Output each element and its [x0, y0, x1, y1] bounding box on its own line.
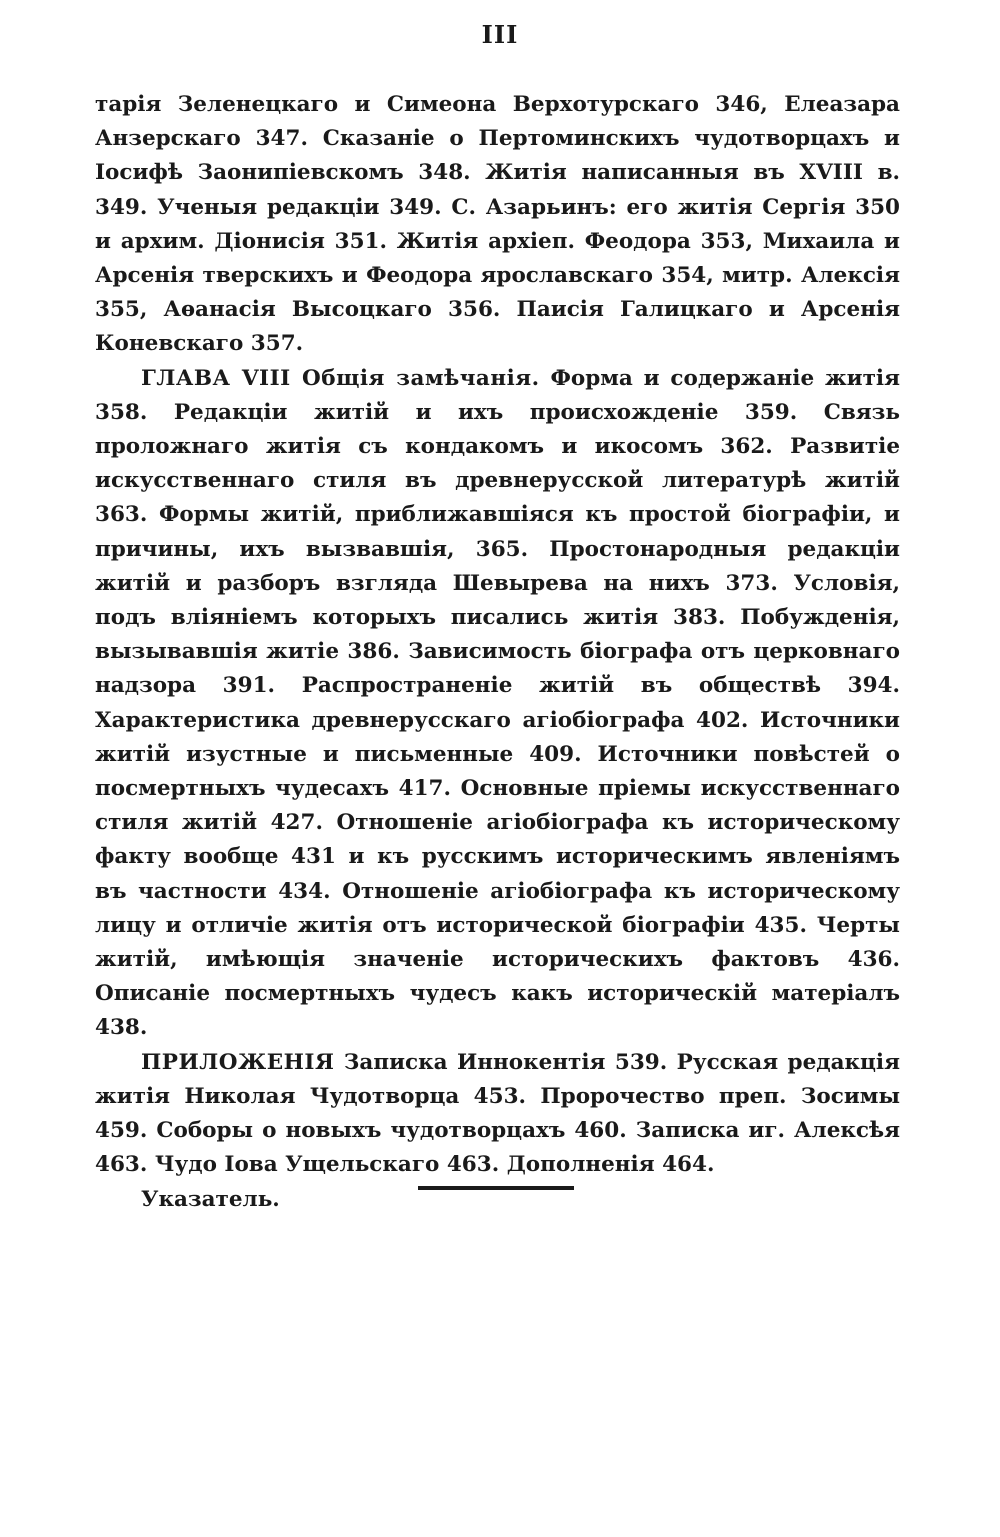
paragraph-continuation — [95, 88, 900, 362]
paragraph-text: Форма и содержаніе житія 358. Редакціи житій и ихъ происхожденіе 359. Связь проложнаго житія съ кондакомъ и икосомъ 362. Развитіе искусственнаго стиля въ древнерусской литературѣ житій 363. Формы житій, приближавшіяся къ простой біографіи, и причины, ихъ вызвавшія, 365. Простонародныя редакціи житій и разборъ взгляда Шевырева на нихъ 373. Условія, подъ вліяніемъ которыхъ писались житія 383. Побужденія, вызывавшія житіе 386. Зависимость біографа отъ церковнаго надзора 391. Распространеніе житій въ обществѣ 394. Характеристика древнерусскаго агіобіографа 402. Источники житій изустные и письменные 409. Источники повѣстей о посмертныхъ чудесахъ 417. Основные пріемы искусственнаго стиля житій 427. Отношеніе агіобіографа къ историческому факту вообще 431 и къ русскимъ историческимъ явленіямъ въ частности 434. Отношеніе агіобіографа къ историческому лицу и отличіе житія отъ исторической біографіи 435. Черты житій, имѣющія значеніе историческихъ фактовъ 436. Описаніе посмертныхъ чудесъ какъ историческій матеріалъ 438. — [95, 365, 900, 1041]
paragraph-text: Записка Иннокентія 539. Русская редакція житія Николая Чудотворца 453. Пророчество преп. Зосимы 459. Соборы о новыхъ чудотворцахъ 460. Записка иг. Алексѣя 463. Чудо Іова Ущельскаго 463. Дополненія 464. — [95, 1049, 900, 1178]
paragraph-text: тарія Зеленецкаго и Симеона Верхотурскаго 346, Елеазара Анзерскаго 347. Сказаніе о Пертоминскихъ чудотворцахъ и Іосифѣ Заонипіевскомъ 348. Житія написанныя въ XVIII в. 349. Ученыя редакціи 349. С. Азарьинъ: его житія Сергія 350 и архим. Діонисія 351. Житія архіеп. Феодора 353, Михаила и Арсенія тверскихъ и Феодора ярославскаго 354, митр. Алексія 355, Аѳанасія Высоцкаго 356. Паисія Галицкаго и Арсенія Коневскаго 357. — [95, 92, 900, 357]
paragraph-chapter-viii — [95, 362, 900, 1046]
table-of-contents-text — [95, 88, 900, 1217]
chapter-heading: ГЛАВА VIII Общія замѣчанія. — [141, 365, 540, 391]
appendices-heading: ПРИЛОЖЕНІЯ — [141, 1049, 335, 1075]
end-divider-rule — [418, 1186, 574, 1190]
page-number: III — [481, 20, 519, 49]
paragraph-appendices — [95, 1046, 900, 1183]
index-entry: Указатель. — [141, 1186, 280, 1212]
